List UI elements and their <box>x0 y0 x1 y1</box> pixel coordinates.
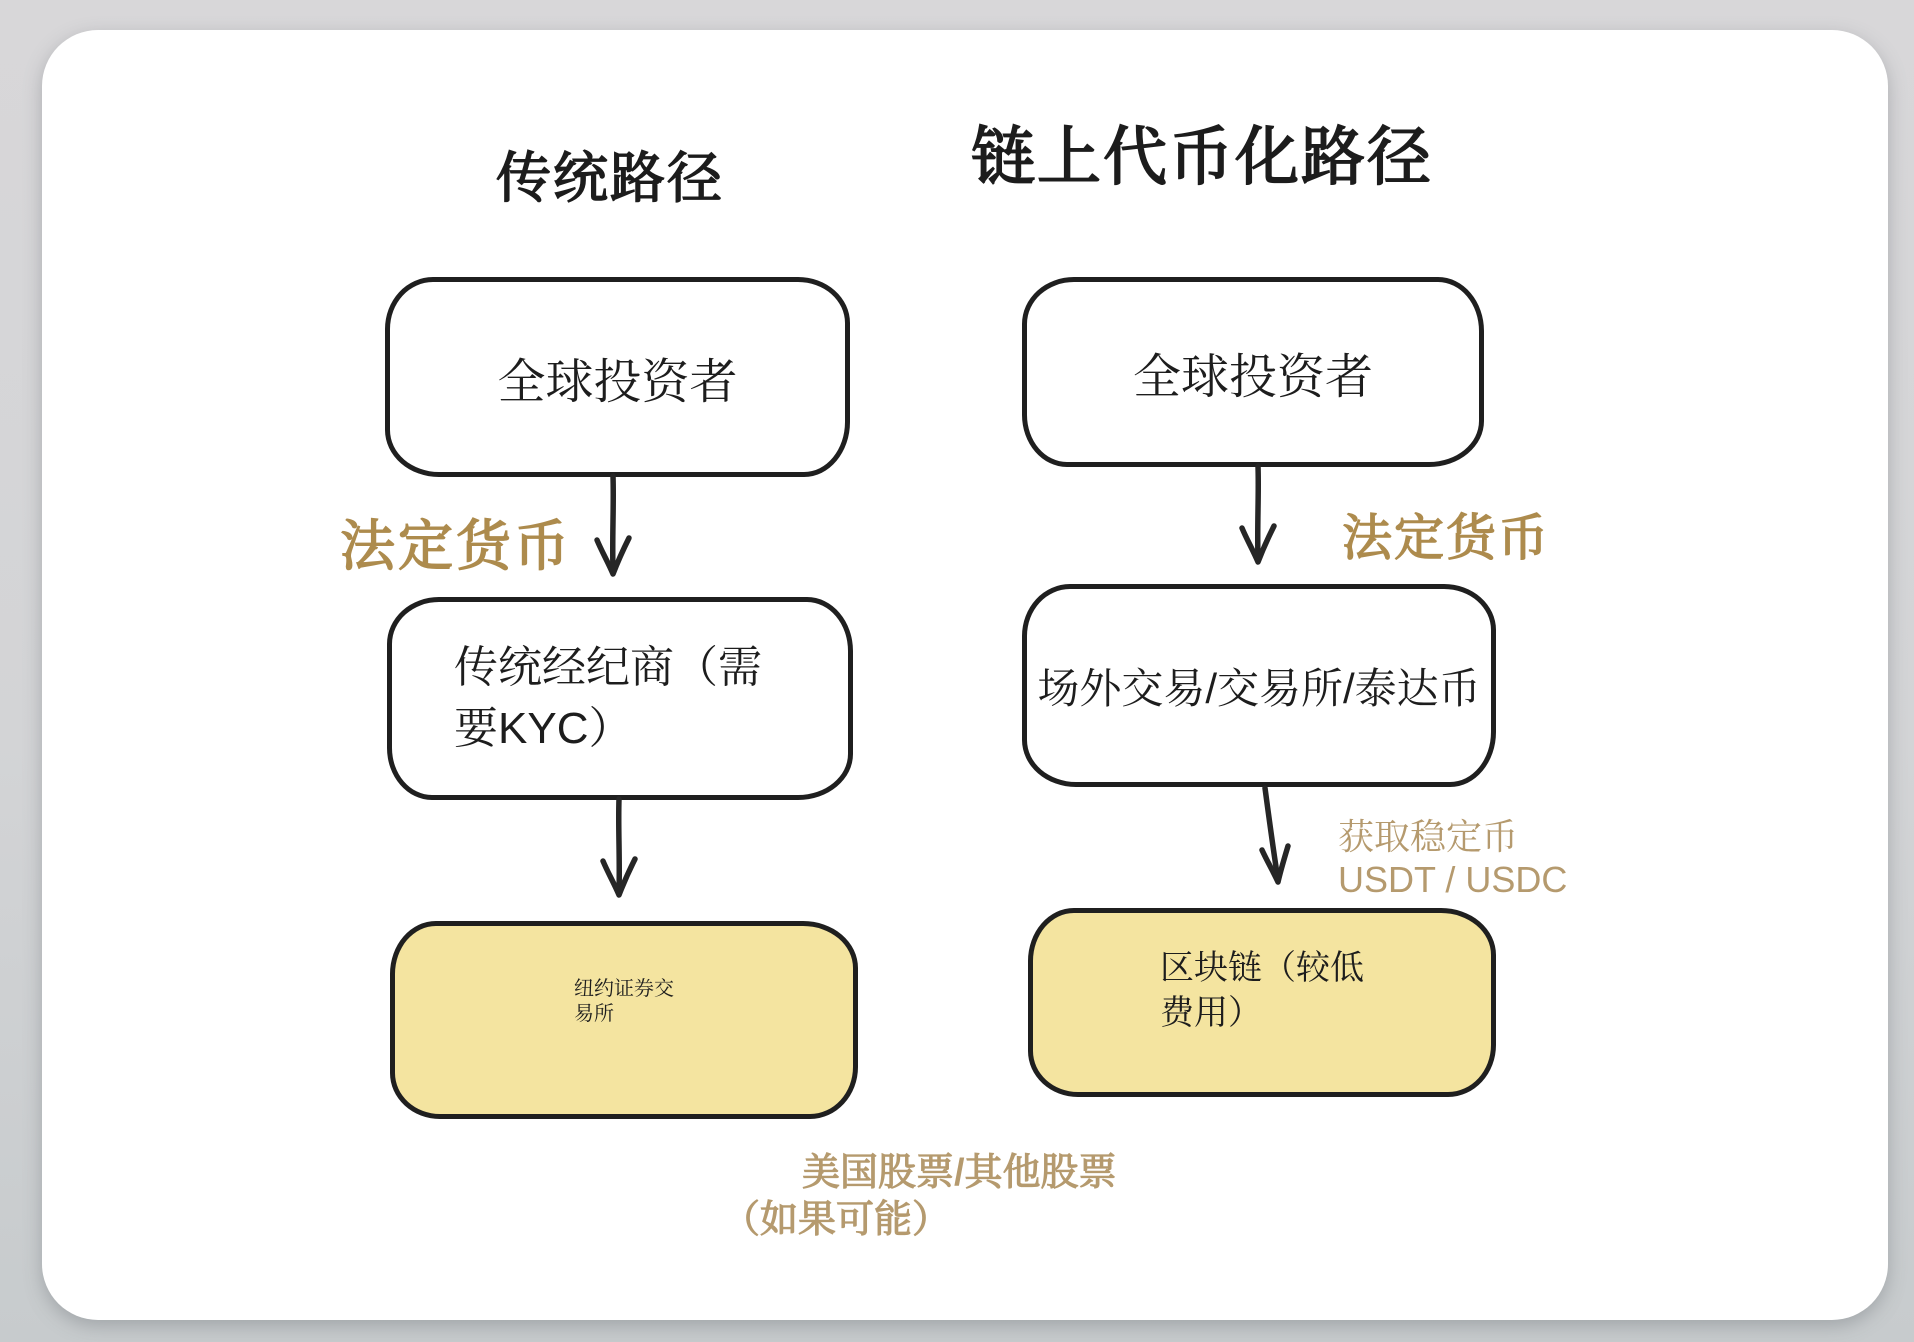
edge-label-stablecoin: 获取稳定币 USDT / USDC <box>1338 816 1568 901</box>
node-left-traditional-broker <box>387 597 853 800</box>
arrow-left-broker-to-nyse <box>594 797 644 923</box>
edge-label-fiat-left: 法定货币 <box>340 515 573 577</box>
node-right-global-investors <box>1022 277 1484 467</box>
node-label: 区块链（较低 费用） <box>1160 948 1364 1032</box>
column-title-traditional: 传统路径 <box>495 147 724 209</box>
column-title-onchain: 链上代币化路径 <box>971 121 1433 193</box>
node-right-otc-exchange-tether <box>1022 584 1496 787</box>
node-left-nyse <box>390 921 858 1119</box>
node-label: 全球投资者 <box>1132 350 1373 404</box>
arrow-right-investors-to-otc <box>1233 464 1283 590</box>
node-label: 场外交易/交易所/泰达币 <box>1037 664 1481 712</box>
node-label: 纽约证券交 易所 <box>574 978 674 1025</box>
edge-label-fiat-right: 法定货币 <box>1342 510 1550 566</box>
footer-note: 美国股票/其他股票 （如果可能） <box>722 1152 1117 1242</box>
node-right-blockchain <box>1028 908 1496 1097</box>
diagram-canvas <box>42 30 1888 1320</box>
arrow-left-investors-to-broker <box>588 474 638 602</box>
node-label: 传统经纪商（需 要KYC） <box>454 642 762 753</box>
node-left-global-investors <box>385 277 850 477</box>
node-label: 全球投资者 <box>497 355 738 409</box>
arrow-right-otc-to-blockchain <box>1243 786 1303 910</box>
